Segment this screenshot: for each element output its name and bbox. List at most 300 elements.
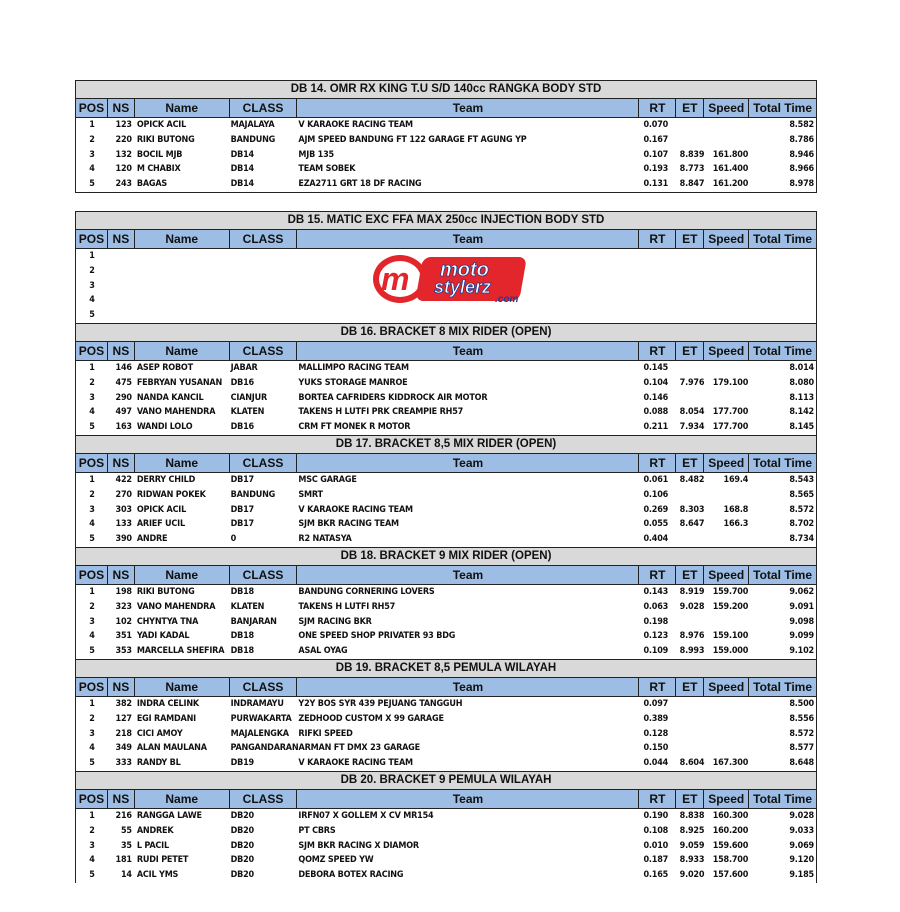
cell-class <box>230 249 298 264</box>
cell-team: SJM BKR RACING TEAM <box>298 519 399 530</box>
cell-rt: 0.146 <box>643 392 669 403</box>
cell-team: SMRT <box>298 489 323 500</box>
cell-total <box>749 293 816 308</box>
table-row <box>76 853 816 868</box>
cell-name: RANGGA LAWE <box>136 810 202 821</box>
header-et: ET <box>676 230 704 248</box>
cell-et: 8.925 <box>679 825 705 836</box>
cell-name: ANDRE <box>136 534 168 545</box>
header-total: Total Time <box>753 101 813 115</box>
table-row <box>76 727 816 742</box>
cell-speed: 161.400 <box>712 164 749 175</box>
cell-team: TAKENS H LUTFI RH57 <box>298 601 396 612</box>
cell-team: V KARAOKE RACING TEAM <box>298 504 413 515</box>
table-row <box>76 473 816 488</box>
header-name: Name <box>135 342 230 360</box>
cell-speed <box>704 615 749 630</box>
cell-name: ANDREK <box>136 825 174 836</box>
header-total: Total Time <box>753 231 813 246</box>
cell-et: 8.839 <box>679 149 705 160</box>
cell-ns: 14 <box>120 870 132 881</box>
cell-ns: 290 <box>115 392 132 403</box>
cell-rt: 0.063 <box>643 601 669 612</box>
cell-team: EZA2711 GRT 18 DF RACING <box>298 179 422 190</box>
results-section <box>75 547 817 659</box>
cell-rt: 0.010 <box>643 840 669 851</box>
header-rt: RT <box>639 230 676 248</box>
cell-pos: 2 <box>89 601 95 612</box>
header-rt: RT <box>639 566 676 584</box>
header-et: ET <box>676 454 704 472</box>
table-row <box>76 391 816 406</box>
cell-speed <box>704 727 749 742</box>
cell-et <box>676 118 704 133</box>
cell-name: VANO MAHENDRA <box>136 407 216 418</box>
cell-rt: 0.106 <box>643 489 669 500</box>
logo-text-line1: moto <box>440 259 489 281</box>
cell-pos: 2 <box>89 825 95 836</box>
header-pos: POS <box>76 678 108 696</box>
cell-speed <box>704 361 749 376</box>
cell-team: DEBORA BOTEX RACING <box>298 870 404 881</box>
cell-pos: 5 <box>89 179 95 190</box>
header-et: ET <box>676 678 704 696</box>
cell-ns <box>108 308 135 323</box>
motostylerz-logo <box>372 251 532 307</box>
cell-pos: 4 <box>89 743 95 754</box>
cell-team: BORTEA CAFRIDERS KIDDROCK AIR MOTOR <box>298 392 488 403</box>
table-row <box>76 376 816 391</box>
cell-speed: 158.700 <box>712 855 749 866</box>
cell-et <box>676 249 704 264</box>
section-title: DB 15. MATIC EXC FFA MAX 250cc INJECTION BODY STD <box>75 211 817 230</box>
table-row <box>76 148 816 163</box>
logo-m-letter: m <box>381 261 410 297</box>
cell-class: DB20 <box>230 810 254 821</box>
cell-pos: 3 <box>89 392 95 403</box>
cell-name: VANO MAHENDRA <box>136 601 216 612</box>
cell-rt: 0.150 <box>643 743 669 754</box>
cell-total: 9.069 <box>789 840 814 851</box>
cell-pos: 5 <box>89 534 95 545</box>
cell-name: MARCELLA SHEFIRA <box>136 646 225 657</box>
cell-name: ACIL YMS <box>136 870 179 881</box>
cell-name: M CHABIX <box>136 164 181 175</box>
cell-team: MALLIMPO RACING TEAM <box>298 362 409 373</box>
table-row <box>76 361 816 376</box>
cell-team: RIFKI SPEED <box>298 728 353 739</box>
cell-name <box>135 293 230 308</box>
cell-name: NANDA KANCIL <box>136 392 204 403</box>
cell-pos: 5 <box>89 422 95 433</box>
table-row <box>76 420 816 435</box>
cell-et: 8.933 <box>679 855 705 866</box>
cell-ns <box>108 293 135 308</box>
header-name: Name <box>135 454 230 472</box>
cell-et <box>676 293 704 308</box>
header-total: Total Time <box>753 791 813 806</box>
header-total: Total Time <box>753 343 813 358</box>
cell-et <box>676 391 704 406</box>
header-class: CLASS <box>230 99 298 117</box>
cell-ns: 163 <box>115 422 132 433</box>
cell-name: YADI KADAL <box>136 631 190 642</box>
section-title: DB 18. BRACKET 9 MIX RIDER (OPEN) <box>75 547 817 566</box>
table-header <box>75 678 817 697</box>
cell-ns: 181 <box>115 855 132 866</box>
cell-et <box>676 615 704 630</box>
cell-team: SJM BKR RACING X DIAMOR <box>298 840 419 851</box>
cell-rt: 0.193 <box>643 164 669 175</box>
cell-name: RIKI BUTONG <box>136 586 195 597</box>
cell-class: MAJALENGKA <box>230 728 289 739</box>
header-speed: Speed <box>704 454 749 472</box>
table-row <box>76 839 816 854</box>
cell-name: RIDWAN POKEK <box>136 489 206 500</box>
cell-rt: 0.269 <box>643 504 669 515</box>
cell-speed <box>704 712 749 727</box>
cell-total: 8.946 <box>789 149 814 160</box>
cell-name: L PACIL <box>136 840 169 851</box>
cell-ns: 55 <box>120 825 132 836</box>
cell-class: DB20 <box>230 825 254 836</box>
table-row <box>76 585 816 600</box>
section-title: DB 20. BRACKET 9 PEMULA WILAYAH <box>75 771 817 790</box>
cell-class: DB18 <box>230 631 254 642</box>
cell-ns <box>108 279 135 294</box>
table-row <box>76 503 816 518</box>
header-et: ET <box>676 790 704 808</box>
cell-total: 8.080 <box>789 377 814 388</box>
cell-rt: 0.055 <box>643 519 669 530</box>
cell-class <box>230 264 298 279</box>
cell-name: RANDY BL <box>136 758 181 769</box>
cell-speed: 168.8 <box>723 504 749 515</box>
cell-team: AJM SPEED BANDUNG FT 122 GARAGE FT AGUNG YP <box>298 134 527 145</box>
cell-speed <box>704 532 749 547</box>
cell-class: PURWAKARTA <box>230 713 292 724</box>
section-title: DB 17. BRACKET 8,5 MIX RIDER (OPEN) <box>75 435 817 454</box>
cell-ns: 102 <box>115 616 132 627</box>
cell-et: 8.993 <box>679 646 705 657</box>
cell-team: R2 NATASYA <box>298 534 352 545</box>
table-row <box>76 615 816 630</box>
cell-class: DB17 <box>230 519 254 530</box>
cell-pos: 2 <box>89 377 95 388</box>
cell-rt: 0.108 <box>643 825 669 836</box>
table-row <box>76 600 816 615</box>
table-row <box>76 177 816 192</box>
cell-rt: 0.389 <box>643 713 669 724</box>
cell-rt <box>639 249 676 264</box>
cell-class: CIANJUR <box>230 392 268 403</box>
table-header <box>75 790 817 809</box>
cell-ns <box>108 249 135 264</box>
cell-pos: 4 <box>89 407 95 418</box>
header-pos: POS <box>76 342 108 360</box>
cell-class: DB16 <box>230 422 254 433</box>
cell-pos: 2 <box>89 489 95 500</box>
cell-total: 8.577 <box>789 743 814 754</box>
cell-pos: 1 <box>89 362 95 373</box>
cell-ns: 497 <box>115 407 132 418</box>
cell-total: 9.033 <box>789 825 814 836</box>
table-row <box>76 532 816 547</box>
table-row <box>76 824 816 839</box>
cell-pos: 3 <box>89 280 95 291</box>
results-section <box>75 659 817 771</box>
cell-rt: 0.061 <box>643 474 669 485</box>
cell-et <box>676 279 704 294</box>
cell-rt: 0.104 <box>643 377 669 388</box>
table-header <box>75 230 817 249</box>
cell-pos: 1 <box>89 810 95 821</box>
cell-team: TEAM SOBEK <box>298 164 356 175</box>
cell-class: BANDUNG <box>230 489 276 500</box>
header-rt: RT <box>639 454 676 472</box>
cell-rt: 0.044 <box>643 758 669 769</box>
cell-speed: 177.700 <box>712 407 749 418</box>
cell-pos: 1 <box>89 474 95 485</box>
header-pos: POS <box>76 99 108 117</box>
cell-total: 8.565 <box>789 489 814 500</box>
cell-speed: 160.200 <box>712 825 749 836</box>
cell-class: DB19 <box>230 758 254 769</box>
cell-name: OPICK ACIL <box>136 504 187 515</box>
cell-rt: 0.109 <box>643 646 669 657</box>
cell-rt <box>639 308 676 323</box>
cell-et: 8.604 <box>679 758 705 769</box>
cell-speed <box>704 741 749 756</box>
cell-pos: 3 <box>89 840 95 851</box>
results-section <box>75 435 817 547</box>
header-rt: RT <box>639 790 676 808</box>
header-team: Team <box>297 99 639 117</box>
cell-ns: 146 <box>115 362 132 373</box>
cell-et: 8.976 <box>679 631 705 642</box>
header-ns: NS <box>108 566 135 584</box>
cell-team: ZEDHOOD CUSTOM X 99 GARAGE <box>298 713 444 724</box>
cell-speed <box>704 133 749 148</box>
cell-total: 9.185 <box>789 870 814 881</box>
cell-speed <box>704 293 749 308</box>
header-pos: POS <box>76 790 108 808</box>
header-speed: Speed <box>704 342 749 360</box>
cell-total: 9.099 <box>789 631 814 642</box>
cell-name: BOCIL MJB <box>136 149 183 160</box>
table-row <box>76 697 816 712</box>
cell-et <box>676 488 704 503</box>
section-gap <box>75 193 817 211</box>
cell-team: BANDUNG CORNERING LOVERS <box>298 586 435 597</box>
cell-pos: 1 <box>89 120 95 130</box>
cell-name: WANDI LOLO <box>136 422 193 433</box>
table-row <box>76 712 816 727</box>
cell-name <box>135 308 230 323</box>
header-total: Total Time <box>753 455 813 470</box>
cell-total: 8.145 <box>789 422 814 433</box>
cell-ns: 132 <box>115 149 132 160</box>
cell-name: ARIEF UCIL <box>136 519 185 530</box>
cell-total: 8.572 <box>789 728 814 739</box>
cell-et <box>676 741 704 756</box>
logo-graphic <box>372 251 532 307</box>
cell-et: 8.482 <box>679 474 705 485</box>
results-section <box>75 323 817 435</box>
cell-total: 9.028 <box>789 810 814 821</box>
table-row <box>76 308 816 323</box>
cell-et: 8.303 <box>679 504 705 515</box>
cell-class: DB17 <box>230 474 254 485</box>
table-row <box>76 741 816 756</box>
cell-speed: 159.600 <box>712 840 749 851</box>
cell-team: SJM RACING BKR <box>298 616 372 627</box>
cell-pos: 5 <box>89 310 95 321</box>
cell-speed <box>704 391 749 406</box>
header-name: Name <box>135 790 230 808</box>
cell-name <box>135 249 230 264</box>
header-speed: Speed <box>704 678 749 696</box>
header-team: Team <box>297 454 639 472</box>
cell-total: 8.014 <box>789 362 814 373</box>
cell-ns: 133 <box>115 519 132 530</box>
cell-team: V KARAOKE RACING TEAM <box>298 120 413 130</box>
cell-speed: 177.700 <box>712 422 749 433</box>
cell-speed: 157.600 <box>712 870 749 881</box>
header-name: Name <box>135 566 230 584</box>
header-total: Total Time <box>753 679 813 694</box>
cell-rt: 0.167 <box>643 134 669 145</box>
cell-class: DB20 <box>230 855 254 866</box>
cell-name: OPICK ACIL <box>136 120 187 130</box>
cell-et <box>676 532 704 547</box>
cell-rt: 0.088 <box>643 407 669 418</box>
header-class: CLASS <box>230 678 298 696</box>
cell-total <box>749 264 816 279</box>
logo-text-line2: stylerz <box>434 277 492 297</box>
table-row <box>76 517 816 532</box>
cell-speed <box>704 249 749 264</box>
section-title: DB 19. BRACKET 8,5 PEMULA WILAYAH <box>75 659 817 678</box>
cell-ns: 243 <box>115 179 132 190</box>
cell-total: 9.102 <box>789 646 814 657</box>
cell-ns: 422 <box>115 474 132 485</box>
cell-pos: 2 <box>89 134 95 145</box>
header-name: Name <box>135 99 230 117</box>
cell-name: CHYNTYA TNA <box>136 616 199 627</box>
cell-total: 9.098 <box>789 616 814 627</box>
header-ns: NS <box>108 678 135 696</box>
cell-speed <box>704 279 749 294</box>
cell-ns: 382 <box>115 698 132 709</box>
header-speed: Speed <box>704 99 749 117</box>
cell-et: 8.773 <box>679 164 705 175</box>
cell-pos: 4 <box>89 855 95 866</box>
cell-ns: 127 <box>115 713 132 724</box>
cell-name: CICI AMOY <box>136 728 183 739</box>
logo-text-line3: .com <box>495 294 519 305</box>
cell-team: TAKENS H LUTFI PRK CREAMPIE RH57 <box>298 407 464 418</box>
table-row <box>76 868 816 883</box>
cell-class: MAJALAYA <box>230 120 275 130</box>
header-team: Team <box>297 342 639 360</box>
cell-rt <box>639 264 676 279</box>
results-section <box>75 771 817 883</box>
header-ns: NS <box>108 99 135 117</box>
cell-rt: 0.131 <box>643 179 669 190</box>
cell-rt: 0.404 <box>643 534 669 545</box>
cell-name <box>135 264 230 279</box>
cell-et: 9.059 <box>679 840 705 851</box>
cell-ns: 270 <box>115 489 132 500</box>
header-rt: RT <box>639 342 676 360</box>
table-header <box>75 99 817 118</box>
cell-speed: 159.200 <box>712 601 749 612</box>
header-team: Team <box>297 566 639 584</box>
cell-total: 8.582 <box>789 120 814 130</box>
cell-name: BAGAS <box>136 179 168 190</box>
cell-rt: 0.143 <box>643 586 669 597</box>
cell-ns: 323 <box>115 601 132 612</box>
cell-et <box>676 133 704 148</box>
cell-total: 8.142 <box>789 407 814 418</box>
cell-pos: 3 <box>89 728 95 739</box>
section-title: DB 14. OMR RX KING T.U S/D 140cc RANGKA BODY STD <box>75 80 817 99</box>
cell-team: CRM FT MONEK R MOTOR <box>298 422 411 433</box>
cell-rt: 0.128 <box>643 728 669 739</box>
cell-total: 9.062 <box>789 586 814 597</box>
cell-name: ASEP ROBOT <box>136 362 193 373</box>
cell-ns: 218 <box>115 728 132 739</box>
cell-speed: 161.800 <box>712 149 749 160</box>
header-name: Name <box>135 678 230 696</box>
cell-speed: 161.200 <box>712 179 749 190</box>
cell-ns: 390 <box>115 534 132 545</box>
cell-total: 8.572 <box>789 504 814 515</box>
header-team: Team <box>297 678 639 696</box>
cell-ns <box>108 264 135 279</box>
cell-speed <box>704 264 749 279</box>
cell-rt <box>639 279 676 294</box>
cell-speed: 179.100 <box>712 377 749 388</box>
cell-pos: 2 <box>89 713 95 724</box>
cell-rt: 0.198 <box>643 616 669 627</box>
cell-class: 0 <box>230 534 237 545</box>
cell-team <box>297 308 639 323</box>
cell-pos: 3 <box>89 504 95 515</box>
cell-ns: 123 <box>115 120 132 130</box>
cell-speed: 169.4 <box>723 474 749 485</box>
cell-total: 8.556 <box>789 713 814 724</box>
section-title: DB 16. BRACKET 8 MIX RIDER (OPEN) <box>75 323 817 342</box>
results-section <box>75 80 817 193</box>
header-team: Team <box>297 230 639 248</box>
cell-class: DB18 <box>230 586 254 597</box>
header-ns: NS <box>108 454 135 472</box>
cell-ns: 349 <box>115 743 132 754</box>
cell-class: KLATEN <box>230 601 265 612</box>
header-ns: NS <box>108 230 135 248</box>
table-row <box>76 644 816 659</box>
cell-pos: 3 <box>89 616 95 627</box>
table-row <box>76 488 816 503</box>
cell-total: 8.113 <box>789 392 814 403</box>
cell-et: 8.838 <box>679 810 705 821</box>
cell-ns: 198 <box>115 586 132 597</box>
cell-pos: 5 <box>89 646 95 657</box>
cell-name: RIKI BUTONG <box>136 134 195 145</box>
cell-name: ALAN MAULANA <box>136 743 207 754</box>
